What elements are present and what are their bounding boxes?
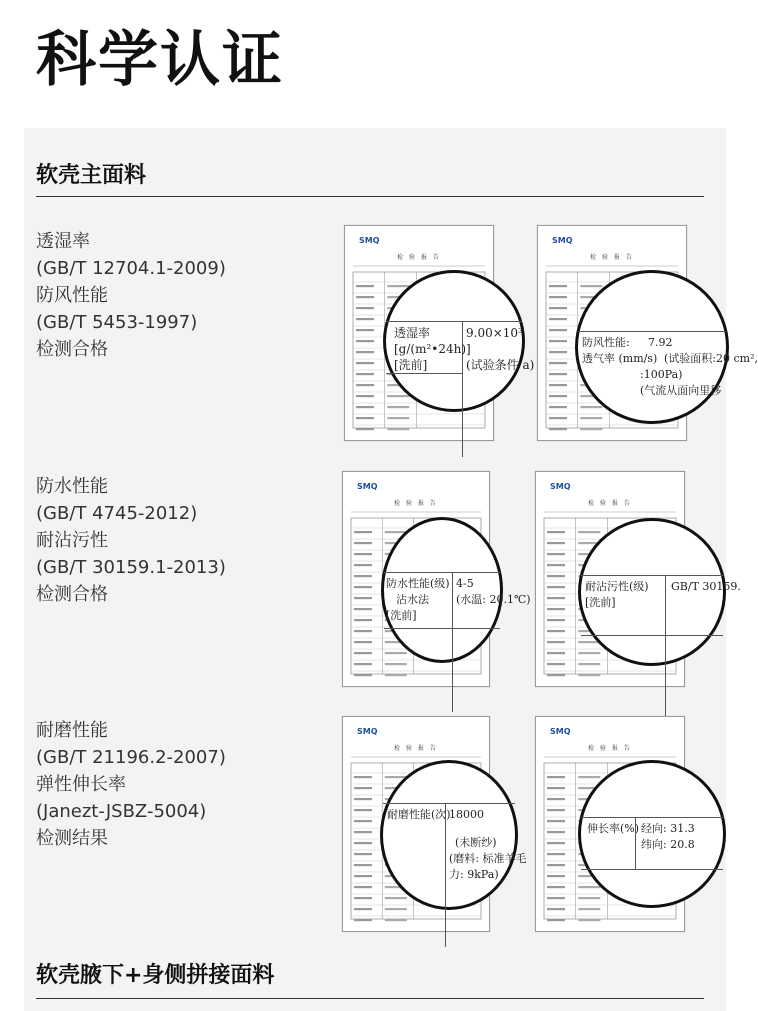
report-text-scribble xyxy=(547,663,565,665)
report-text-scribble xyxy=(549,307,567,309)
report-text-scribble xyxy=(547,564,565,566)
report-text-scribble xyxy=(356,307,374,309)
report-text-scribble xyxy=(578,897,600,899)
spec-text-group-2 xyxy=(36,473,326,608)
magnifier-lens xyxy=(578,518,741,666)
report-text-scribble xyxy=(385,919,407,921)
report-text-scribble xyxy=(354,919,372,921)
report-text-scribble xyxy=(354,630,372,632)
report-text-scribble xyxy=(354,575,372,577)
report-text-scribble xyxy=(385,674,407,676)
report-text-scribble xyxy=(387,406,409,408)
report-text-scribble xyxy=(356,318,374,320)
magnifier-lens xyxy=(578,760,726,908)
section-divider xyxy=(36,998,704,999)
magnifier-lens xyxy=(380,760,527,910)
report-text-scribble xyxy=(356,417,374,419)
report-text-scribble xyxy=(549,351,567,353)
report-text-scribble xyxy=(549,406,567,408)
magnified-value: 经向: 31.3 纬向: 20.8 xyxy=(641,822,695,851)
report-text-scribble xyxy=(547,897,565,899)
report-title: 检 验 报 告 xyxy=(397,254,441,261)
report-text-scribble xyxy=(356,406,374,408)
report-text-scribble xyxy=(547,586,565,588)
report-text-scribble xyxy=(549,296,567,298)
report-text-scribble xyxy=(356,340,374,342)
report-text-scribble xyxy=(580,428,602,430)
smq-logo: SMQ xyxy=(552,236,573,245)
report-text-scribble xyxy=(356,395,374,397)
report-text-scribble xyxy=(354,875,372,877)
report-text-scribble xyxy=(547,875,565,877)
smq-logo: SMQ xyxy=(359,236,380,245)
magnified-value: 4-5 (水温: 20.1℃) xyxy=(456,577,531,606)
report-text-scribble xyxy=(547,864,565,866)
report-text-scribble xyxy=(547,798,565,800)
report-text-scribble xyxy=(547,575,565,577)
report-text-scribble xyxy=(385,908,407,910)
report-text-scribble xyxy=(354,798,372,800)
report-text-scribble xyxy=(356,285,374,287)
report-text-scribble xyxy=(578,674,600,676)
magnified-label: 耐磨性能(次) xyxy=(387,808,451,821)
report-text-scribble xyxy=(354,908,372,910)
spec-line: 耐磨性能 xyxy=(36,720,108,741)
spec-line: (GB/T 12704.1-2009) xyxy=(36,258,226,279)
report-text-scribble xyxy=(578,886,600,888)
report-text-scribble xyxy=(547,831,565,833)
report-text-scribble xyxy=(354,864,372,866)
magnified-label: 伸长率(%) xyxy=(587,822,640,835)
report-text-scribble xyxy=(354,641,372,643)
report-text-scribble xyxy=(354,619,372,621)
report-text-scribble xyxy=(547,597,565,599)
report-text-scribble xyxy=(354,897,372,899)
report-text-scribble xyxy=(549,384,567,386)
report-text-scribble xyxy=(549,417,567,419)
report-text-scribble xyxy=(578,908,600,910)
report-text-scribble xyxy=(580,285,602,287)
report-text-scribble xyxy=(547,842,565,844)
magnified-value: 9.00×10³ (试验条件 a) xyxy=(466,326,535,372)
report-text-scribble xyxy=(354,674,372,676)
report-text-scribble xyxy=(356,351,374,353)
report-text-scribble xyxy=(547,553,565,555)
report-text-scribble xyxy=(549,428,567,430)
report-text-scribble xyxy=(354,542,372,544)
report-text-scribble xyxy=(354,586,372,588)
report-text-scribble xyxy=(580,417,602,419)
report-text-scribble xyxy=(578,652,600,654)
report-text-scribble xyxy=(549,318,567,320)
report-text-scribble xyxy=(354,809,372,811)
report-text-scribble xyxy=(580,406,602,408)
magnified-label: 防水性能(级) 沾水法 [洗前] xyxy=(386,577,450,622)
magnifier-lens xyxy=(383,270,535,412)
spec-line: 检测合格 xyxy=(36,339,108,360)
spec-line: (Janezt-JSBZ-5004) xyxy=(36,801,207,822)
report-text-scribble xyxy=(578,776,600,778)
magnified-label: 防风性能: 透气率 (mm/s) xyxy=(582,336,658,365)
report-text-scribble xyxy=(356,362,374,364)
spec-line: 防水性能 xyxy=(36,476,108,497)
report-text-scribble xyxy=(578,663,600,665)
report-text-scribble xyxy=(547,809,565,811)
spec-line: 透湿率 xyxy=(36,231,90,252)
report-text-scribble xyxy=(354,652,372,654)
report-text-scribble xyxy=(547,652,565,654)
report-title: 检 验 报 告 xyxy=(588,500,632,507)
spec-line: (GB/T 4745-2012) xyxy=(36,503,198,524)
section-heading-side-panel-fabric: 软壳腋下+身侧拼接面料 xyxy=(36,963,275,988)
spec-line: 检测结果 xyxy=(36,828,108,849)
report-text-scribble xyxy=(547,853,565,855)
section-heading-main-fabric: 软壳主面料 xyxy=(36,163,147,188)
report-text-scribble xyxy=(578,531,600,533)
report-text-scribble xyxy=(354,787,372,789)
spec-line: 弹性伸长率 xyxy=(36,774,126,795)
smq-logo: SMQ xyxy=(357,482,378,491)
section-divider xyxy=(36,196,704,197)
magnified-label: 透湿率 [g/(m²•24h)] [洗前] xyxy=(394,326,471,372)
report-text-scribble xyxy=(385,663,407,665)
report-text-scribble xyxy=(356,373,374,375)
spec-line: (GB/T 5453-1997) xyxy=(36,312,198,333)
smq-logo: SMQ xyxy=(550,727,571,736)
report-text-scribble xyxy=(547,919,565,921)
report-text-scribble xyxy=(549,285,567,287)
report-text-scribble xyxy=(549,395,567,397)
report-text-scribble xyxy=(385,897,407,899)
report-text-scribble xyxy=(354,842,372,844)
report-text-scribble xyxy=(354,608,372,610)
report-text-scribble xyxy=(385,652,407,654)
report-text-scribble xyxy=(387,417,409,419)
report-text-scribble xyxy=(547,820,565,822)
report-text-scribble xyxy=(354,853,372,855)
report-text-scribble xyxy=(354,663,372,665)
report-text-scribble xyxy=(354,564,372,566)
report-text-scribble xyxy=(547,630,565,632)
report-text-scribble xyxy=(547,608,565,610)
report-text-scribble xyxy=(549,340,567,342)
report-text-scribble xyxy=(354,553,372,555)
magnified-label: 耐沾污性(级) [洗前] xyxy=(585,580,649,609)
report-title: 检 验 报 告 xyxy=(394,745,438,752)
report-text-scribble xyxy=(354,831,372,833)
report-text-scribble xyxy=(547,908,565,910)
report-text-scribble xyxy=(549,329,567,331)
report-text-scribble xyxy=(387,395,409,397)
report-text-scribble xyxy=(549,362,567,364)
spec-line: 检测合格 xyxy=(36,584,108,605)
report-text-scribble xyxy=(356,428,374,430)
report-text-scribble xyxy=(356,296,374,298)
spec-line: (GB/T 21196.2-2007) xyxy=(36,747,226,768)
report-text-scribble xyxy=(578,919,600,921)
report-text-scribble xyxy=(549,373,567,375)
magnified-value: GB/T 30159. xyxy=(671,580,741,593)
report-title: 检 验 报 告 xyxy=(588,745,632,752)
page-title: 科学认证 xyxy=(36,25,284,95)
report-text-scribble xyxy=(547,641,565,643)
spec-text-group-1 xyxy=(36,228,326,363)
report-text-scribble xyxy=(547,531,565,533)
magnifier-lens xyxy=(575,270,758,424)
report-text-scribble xyxy=(356,384,374,386)
spec-line: 防风性能 xyxy=(36,285,108,306)
report-text-scribble xyxy=(547,619,565,621)
magnifier-lens xyxy=(381,517,531,663)
magnified-value: 18000 (未断纱) (磨料: 标准羊毛 力: 9kPa) xyxy=(449,808,527,881)
report-text-scribble xyxy=(354,597,372,599)
report-text-scribble xyxy=(547,886,565,888)
report-text-scribble xyxy=(354,886,372,888)
report-text-scribble xyxy=(547,674,565,676)
spec-line: 耐沾污性 xyxy=(36,530,108,551)
report-text-scribble xyxy=(354,820,372,822)
magnified-value: 7.92 (试验面积:20 cm², :100Pa) (气流从面向里移 xyxy=(640,336,758,397)
report-title: 检 验 报 告 xyxy=(590,254,634,261)
smq-logo: SMQ xyxy=(550,482,571,491)
smq-logo: SMQ xyxy=(357,727,378,736)
spec-text-group-3 xyxy=(36,717,326,852)
report-text-scribble xyxy=(387,428,409,430)
report-title: 检 验 报 告 xyxy=(394,500,438,507)
report-text-scribble xyxy=(547,787,565,789)
spec-line: (GB/T 30159.1-2013) xyxy=(36,557,226,578)
report-text-scribble xyxy=(354,531,372,533)
report-text-scribble xyxy=(356,329,374,331)
report-text-scribble xyxy=(354,776,372,778)
report-text-scribble xyxy=(547,776,565,778)
report-text-scribble xyxy=(547,542,565,544)
